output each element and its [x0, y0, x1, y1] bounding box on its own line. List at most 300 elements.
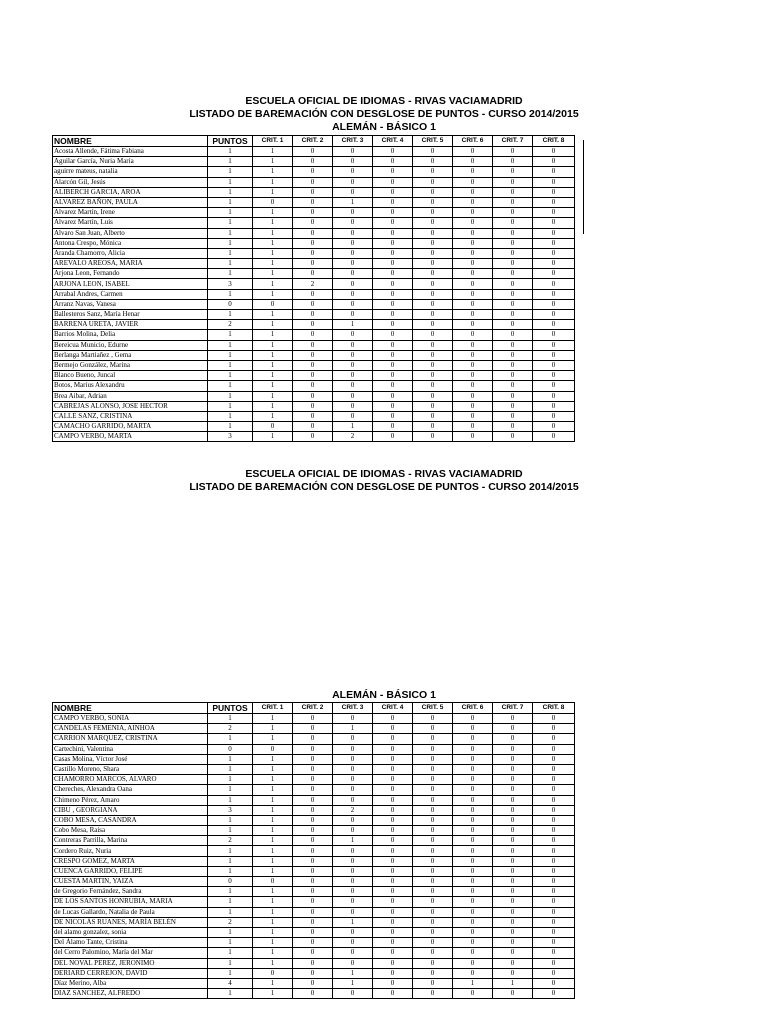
cell-crit-7: 0 — [493, 422, 533, 432]
cell-crit-8: 0 — [533, 330, 575, 340]
cell-crit-1: 0 — [253, 877, 293, 887]
cell-nombre: Botos, Marius Alexandru — [53, 381, 208, 391]
cell-crit-2: 0 — [293, 391, 333, 401]
cell-crit-6: 0 — [453, 401, 493, 411]
cell-crit-4: 0 — [373, 877, 413, 887]
cell-crit-8: 0 — [533, 714, 575, 724]
cell-crit-3: 0 — [333, 218, 373, 228]
cell-crit-8: 0 — [533, 147, 575, 157]
cell-crit-5: 0 — [413, 411, 453, 421]
cell-nombre: CAMPO VERBO, MARTA — [53, 432, 208, 442]
table-row — [53, 948, 575, 958]
cell-crit-4: 0 — [373, 836, 413, 846]
cell-puntos: 1 — [208, 259, 253, 269]
cell-crit-1: 1 — [253, 795, 293, 805]
cell-crit-1: 1 — [253, 218, 293, 228]
table-row — [53, 177, 575, 187]
cell-crit-7: 0 — [493, 340, 533, 350]
table-row — [53, 157, 575, 167]
cell-crit-4: 0 — [373, 846, 413, 856]
cell-nombre: Alvarez Martín, Luis — [53, 218, 208, 228]
cell-crit-5: 0 — [413, 422, 453, 432]
cell-crit-5: 0 — [413, 938, 453, 948]
cell-nombre: CHAMORRO MARCOS, ALVARO — [53, 775, 208, 785]
cell-crit-1: 1 — [253, 187, 293, 197]
cell-puntos: 1 — [208, 846, 253, 856]
cell-crit-5: 0 — [413, 826, 453, 836]
cell-crit-6: 0 — [453, 350, 493, 360]
cell-crit-4: 0 — [373, 917, 413, 927]
cell-crit-1: 1 — [253, 785, 293, 795]
cell-crit-8: 0 — [533, 805, 575, 815]
cell-puntos: 1 — [208, 856, 253, 866]
cell-crit-5: 0 — [413, 846, 453, 856]
cell-crit-8: 0 — [533, 775, 575, 785]
cell-crit-6: 0 — [453, 218, 493, 228]
cell-puntos: 1 — [208, 422, 253, 432]
cell-crit-3: 0 — [333, 856, 373, 866]
cell-crit-3: 0 — [333, 248, 373, 258]
column-header-puntos: PUNTOS — [208, 136, 253, 147]
cell-puntos: 1 — [208, 228, 253, 238]
cell-crit-2: 0 — [293, 815, 333, 825]
cell-crit-8: 0 — [533, 320, 575, 330]
cell-crit-5: 0 — [413, 371, 453, 381]
cell-puntos: 2 — [208, 320, 253, 330]
cell-crit-6: 0 — [453, 795, 493, 805]
cell-puntos: 1 — [208, 714, 253, 724]
table-row — [53, 826, 575, 836]
cell-crit-5: 0 — [413, 775, 453, 785]
cell-puntos: 1 — [208, 218, 253, 228]
cell-crit-2: 0 — [293, 340, 333, 350]
cell-puntos: 1 — [208, 938, 253, 948]
cell-nombre: aguirre mateus, natalia — [53, 167, 208, 177]
cell-crit-3: 0 — [333, 826, 373, 836]
cell-crit-1: 1 — [253, 938, 293, 948]
cell-crit-5: 0 — [413, 927, 453, 937]
cell-crit-4: 0 — [373, 422, 413, 432]
cell-puntos: 1 — [208, 391, 253, 401]
cell-crit-7: 0 — [493, 958, 533, 968]
cell-crit-3: 0 — [333, 401, 373, 411]
cell-puntos: 2 — [208, 836, 253, 846]
cell-crit-3: 0 — [333, 815, 373, 825]
cell-puntos: 1 — [208, 371, 253, 381]
table-row — [53, 279, 575, 289]
cell-nombre: DE NICOLÁS RUANES, MARÍA BELÉN — [53, 917, 208, 927]
cell-crit-4: 0 — [373, 866, 413, 876]
cell-crit-7: 0 — [493, 754, 533, 764]
table-row — [53, 147, 575, 157]
cell-crit-8: 0 — [533, 157, 575, 167]
cell-crit-7: 1 — [493, 978, 533, 988]
cell-crit-2: 0 — [293, 856, 333, 866]
cell-crit-8: 0 — [533, 866, 575, 876]
cell-crit-8: 0 — [533, 968, 575, 978]
cell-crit-3: 0 — [333, 958, 373, 968]
cell-crit-8: 0 — [533, 310, 575, 320]
cell-puntos: 1 — [208, 350, 253, 360]
cell-nombre: Arjona Leon, Fernando — [53, 269, 208, 279]
cell-crit-3: 0 — [333, 948, 373, 958]
column-header-crit-3: CRIT. 3 — [333, 136, 373, 147]
cell-crit-8: 0 — [533, 167, 575, 177]
cell-crit-2: 0 — [293, 989, 333, 999]
scores-table-1 — [52, 135, 575, 442]
cell-crit-5: 0 — [413, 310, 453, 320]
cell-nombre: DEL NOVAL PEREZ, JERONIMO — [53, 958, 208, 968]
column-header-crit-5: CRIT. 5 — [413, 136, 453, 147]
cell-crit-7: 0 — [493, 775, 533, 785]
cell-crit-6: 0 — [453, 805, 493, 815]
cell-puntos: 1 — [208, 167, 253, 177]
cell-crit-2: 0 — [293, 371, 333, 381]
cell-crit-7: 0 — [493, 238, 533, 248]
cell-crit-2: 0 — [293, 764, 333, 774]
cell-nombre: Contreras Parrilla, Marina — [53, 836, 208, 846]
cell-nombre: Cartechini, Valentina — [53, 744, 208, 754]
column-header-crit-2: CRIT. 2 — [293, 136, 333, 147]
cell-crit-1: 1 — [253, 371, 293, 381]
cell-crit-6: 0 — [453, 815, 493, 825]
cell-nombre: ARJONA LEON, ISABEL — [53, 279, 208, 289]
column-header-crit-3: CRIT. 3 — [333, 703, 373, 714]
cell-crit-3: 0 — [333, 866, 373, 876]
cell-crit-7: 0 — [493, 289, 533, 299]
cell-crit-6: 0 — [453, 259, 493, 269]
cell-crit-5: 0 — [413, 177, 453, 187]
cell-puntos: 1 — [208, 958, 253, 968]
cell-crit-5: 0 — [413, 724, 453, 734]
cell-nombre: Bermejo González, Marina — [53, 360, 208, 370]
cell-crit-2: 0 — [293, 754, 333, 764]
cell-crit-6: 0 — [453, 907, 493, 917]
cell-crit-7: 0 — [493, 218, 533, 228]
cell-crit-7: 0 — [493, 744, 533, 754]
cell-nombre: COBO MESA, CASANDRA — [53, 815, 208, 825]
cell-crit-4: 0 — [373, 218, 413, 228]
table-row — [53, 218, 575, 228]
cell-crit-1: 1 — [253, 411, 293, 421]
cell-crit-3: 0 — [333, 846, 373, 856]
table-row — [53, 432, 575, 442]
cell-crit-7: 0 — [493, 795, 533, 805]
table-row — [53, 815, 575, 825]
cell-crit-2: 0 — [293, 350, 333, 360]
cell-crit-2: 0 — [293, 320, 333, 330]
cell-crit-2: 0 — [293, 744, 333, 754]
cell-crit-4: 0 — [373, 371, 413, 381]
cell-crit-1: 1 — [253, 147, 293, 157]
cell-puntos: 1 — [208, 197, 253, 207]
cell-crit-8: 0 — [533, 744, 575, 754]
cell-crit-2: 0 — [293, 897, 333, 907]
cell-crit-4: 0 — [373, 299, 413, 309]
cell-crit-5: 0 — [413, 989, 453, 999]
cell-crit-1: 1 — [253, 897, 293, 907]
cell-nombre: Brea Aibar, Adrian — [53, 391, 208, 401]
table-row — [53, 724, 575, 734]
cell-puntos: 1 — [208, 411, 253, 421]
cell-crit-3: 0 — [333, 381, 373, 391]
cell-puntos: 1 — [208, 147, 253, 157]
cell-crit-3: 0 — [333, 350, 373, 360]
cell-crit-4: 0 — [373, 805, 413, 815]
cell-nombre: Arrabal Andres, Carmen — [53, 289, 208, 299]
cell-crit-3: 0 — [333, 269, 373, 279]
table-row — [53, 989, 575, 999]
cell-crit-7: 0 — [493, 187, 533, 197]
cell-crit-6: 0 — [453, 917, 493, 927]
cell-crit-4: 0 — [373, 401, 413, 411]
cell-crit-1: 1 — [253, 167, 293, 177]
cell-crit-3: 0 — [333, 157, 373, 167]
cell-crit-1: 1 — [253, 269, 293, 279]
cell-crit-5: 0 — [413, 948, 453, 958]
cell-crit-6: 0 — [453, 228, 493, 238]
cell-puntos: 1 — [208, 238, 253, 248]
cell-crit-8: 0 — [533, 989, 575, 999]
cell-crit-6: 0 — [453, 167, 493, 177]
cell-crit-3: 0 — [333, 411, 373, 421]
cell-crit-5: 0 — [413, 299, 453, 309]
cell-crit-1: 0 — [253, 744, 293, 754]
cell-crit-4: 0 — [373, 197, 413, 207]
cell-crit-3: 0 — [333, 289, 373, 299]
cell-crit-4: 0 — [373, 340, 413, 350]
cell-crit-7: 0 — [493, 360, 533, 370]
cell-nombre: DERIARD CERREJON, DAVID — [53, 968, 208, 978]
cell-nombre: del alamo gonzalez, sonia — [53, 927, 208, 937]
cell-crit-2: 0 — [293, 208, 333, 218]
cell-crit-7: 0 — [493, 248, 533, 258]
cell-crit-3: 0 — [333, 907, 373, 917]
cell-crit-4: 0 — [373, 411, 413, 421]
cell-crit-2: 0 — [293, 269, 333, 279]
cell-crit-1: 1 — [253, 310, 293, 320]
cell-crit-7: 0 — [493, 968, 533, 978]
cell-crit-7: 0 — [493, 371, 533, 381]
cell-nombre: CUESTA MARTIN, YAIZA — [53, 877, 208, 887]
cell-crit-4: 0 — [373, 208, 413, 218]
cell-crit-3: 0 — [333, 238, 373, 248]
cell-crit-1: 0 — [253, 197, 293, 207]
cell-crit-2: 0 — [293, 360, 333, 370]
cell-crit-5: 0 — [413, 815, 453, 825]
table-row — [53, 269, 575, 279]
cell-crit-6: 0 — [453, 968, 493, 978]
cell-puntos: 1 — [208, 775, 253, 785]
cell-crit-5: 0 — [413, 228, 453, 238]
cell-crit-7: 0 — [493, 714, 533, 724]
cell-crit-4: 0 — [373, 795, 413, 805]
cell-crit-4: 0 — [373, 248, 413, 258]
cell-nombre: Barrios Molina, Delia — [53, 330, 208, 340]
table-row — [53, 836, 575, 846]
cell-nombre: DE LOS SANTOS HONRUBIA, MARIA — [53, 897, 208, 907]
cell-crit-4: 0 — [373, 310, 413, 320]
cell-nombre: Cobo Mesa, Raisa — [53, 826, 208, 836]
cell-crit-6: 0 — [453, 856, 493, 866]
cell-crit-3: 0 — [333, 877, 373, 887]
cell-nombre: Cordero Ruiz, Nuria — [53, 846, 208, 856]
cell-crit-7: 0 — [493, 785, 533, 795]
cell-crit-1: 1 — [253, 989, 293, 999]
cell-nombre: Ballesteros Sanz, María Henar — [53, 310, 208, 320]
table-row — [53, 927, 575, 937]
column-header-crit-8: CRIT. 8 — [533, 136, 575, 147]
cell-puntos: 1 — [208, 187, 253, 197]
cell-crit-3: 0 — [333, 989, 373, 999]
cell-crit-2: 0 — [293, 218, 333, 228]
cell-crit-5: 0 — [413, 208, 453, 218]
cell-crit-6: 0 — [453, 330, 493, 340]
cell-puntos: 1 — [208, 754, 253, 764]
cell-crit-6: 0 — [453, 279, 493, 289]
cell-puntos: 1 — [208, 795, 253, 805]
cell-crit-3: 0 — [333, 775, 373, 785]
cell-crit-5: 0 — [413, 754, 453, 764]
cell-crit-5: 0 — [413, 887, 453, 897]
table-row — [53, 411, 575, 421]
cell-crit-7: 0 — [493, 989, 533, 999]
cell-crit-6: 0 — [453, 754, 493, 764]
cell-crit-8: 0 — [533, 836, 575, 846]
cell-crit-1: 0 — [253, 299, 293, 309]
cell-crit-4: 0 — [373, 958, 413, 968]
cell-puntos: 1 — [208, 360, 253, 370]
cell-crit-5: 0 — [413, 289, 453, 299]
cell-nombre: de Lucas Gallardo, Natalia de Paula — [53, 907, 208, 917]
cell-crit-6: 0 — [453, 371, 493, 381]
cell-crit-8: 0 — [533, 948, 575, 958]
cell-crit-8: 0 — [533, 795, 575, 805]
cell-crit-4: 0 — [373, 330, 413, 340]
cell-nombre: Alvaro San Juan, Alberto — [53, 228, 208, 238]
cell-crit-5: 0 — [413, 350, 453, 360]
cell-crit-8: 0 — [533, 269, 575, 279]
cell-crit-4: 0 — [373, 360, 413, 370]
cell-crit-5: 0 — [413, 401, 453, 411]
table-row — [53, 289, 575, 299]
cell-nombre: Antona Crespo, Mónica — [53, 238, 208, 248]
cell-puntos: 1 — [208, 887, 253, 897]
cell-crit-8: 0 — [533, 401, 575, 411]
cell-puntos: 1 — [208, 157, 253, 167]
cell-crit-8: 0 — [533, 197, 575, 207]
cell-crit-7: 0 — [493, 320, 533, 330]
table-row — [53, 391, 575, 401]
cell-nombre: del Cerro Palomino, María del Mar — [53, 948, 208, 958]
cell-nombre: Chereches, Alexandra Oana — [53, 785, 208, 795]
cell-crit-1: 1 — [253, 724, 293, 734]
scores-table-2 — [52, 702, 575, 999]
cell-crit-8: 0 — [533, 187, 575, 197]
cell-crit-2: 0 — [293, 775, 333, 785]
cell-crit-2: 0 — [293, 846, 333, 856]
cell-nombre: Casas Molina, Víctor José — [53, 754, 208, 764]
cell-crit-8: 0 — [533, 391, 575, 401]
cell-nombre: Chimeno Pérez, Amaro — [53, 795, 208, 805]
table-row — [53, 856, 575, 866]
cell-crit-7: 0 — [493, 197, 533, 207]
cell-crit-4: 0 — [373, 815, 413, 825]
cell-crit-3: 0 — [333, 785, 373, 795]
cell-nombre: CAMPO VERBO, SONIA — [53, 714, 208, 724]
cell-puntos: 2 — [208, 724, 253, 734]
cell-crit-1: 1 — [253, 248, 293, 258]
cell-puntos: 1 — [208, 734, 253, 744]
table-row — [53, 259, 575, 269]
cell-crit-6: 0 — [453, 989, 493, 999]
cell-crit-5: 0 — [413, 147, 453, 157]
cell-crit-7: 0 — [493, 401, 533, 411]
cell-crit-8: 0 — [533, 371, 575, 381]
cell-crit-5: 0 — [413, 877, 453, 887]
cell-crit-7: 0 — [493, 764, 533, 774]
cell-crit-2: 0 — [293, 401, 333, 411]
cell-crit-8: 0 — [533, 422, 575, 432]
cell-crit-3: 0 — [333, 177, 373, 187]
cell-crit-4: 0 — [373, 734, 413, 744]
cell-crit-7: 0 — [493, 826, 533, 836]
cell-nombre: de Gregorio Fernández, Sandra — [53, 887, 208, 897]
column-header-crit-2: CRIT. 2 — [293, 703, 333, 714]
cell-crit-1: 1 — [253, 350, 293, 360]
column-header-crit-1: CRIT. 1 — [253, 703, 293, 714]
cell-crit-8: 0 — [533, 228, 575, 238]
cell-crit-3: 0 — [333, 927, 373, 937]
cell-crit-2: 0 — [293, 877, 333, 887]
cell-crit-7: 0 — [493, 330, 533, 340]
table-row — [53, 846, 575, 856]
cell-crit-3: 0 — [333, 887, 373, 897]
cell-crit-3: 2 — [333, 805, 373, 815]
cell-crit-3: 0 — [333, 167, 373, 177]
school-title: ESCUELA OFICIAL DE IDIOMAS - RIVAS VACIAMADRID — [245, 95, 523, 107]
cell-crit-3: 2 — [333, 432, 373, 442]
cell-crit-6: 0 — [453, 197, 493, 207]
cell-crit-2: 0 — [293, 422, 333, 432]
table-row — [53, 734, 575, 744]
cell-crit-8: 0 — [533, 340, 575, 350]
cell-crit-1: 1 — [253, 279, 293, 289]
cell-nombre: CRESPO GOMEZ, MARTA — [53, 856, 208, 866]
cell-crit-3: 1 — [333, 197, 373, 207]
cell-nombre: Acosta Allende, Fátima Fabiana — [53, 147, 208, 157]
cell-nombre: ALVAREZ BAÑON, PAULA — [53, 197, 208, 207]
cell-crit-1: 1 — [253, 320, 293, 330]
cell-crit-6: 0 — [453, 269, 493, 279]
cell-crit-5: 0 — [413, 157, 453, 167]
cell-puntos: 1 — [208, 866, 253, 876]
cell-crit-5: 0 — [413, 218, 453, 228]
cell-crit-3: 0 — [333, 744, 373, 754]
table-row — [53, 248, 575, 258]
cell-crit-8: 0 — [533, 826, 575, 836]
cell-crit-3: 0 — [333, 897, 373, 907]
cell-crit-4: 0 — [373, 320, 413, 330]
cell-puntos: 1 — [208, 269, 253, 279]
cell-crit-4: 0 — [373, 269, 413, 279]
cell-crit-1: 1 — [253, 157, 293, 167]
cell-crit-1: 1 — [253, 846, 293, 856]
table-row — [53, 785, 575, 795]
cell-puntos: 3 — [208, 805, 253, 815]
cell-crit-6: 0 — [453, 866, 493, 876]
cell-crit-5: 0 — [413, 269, 453, 279]
